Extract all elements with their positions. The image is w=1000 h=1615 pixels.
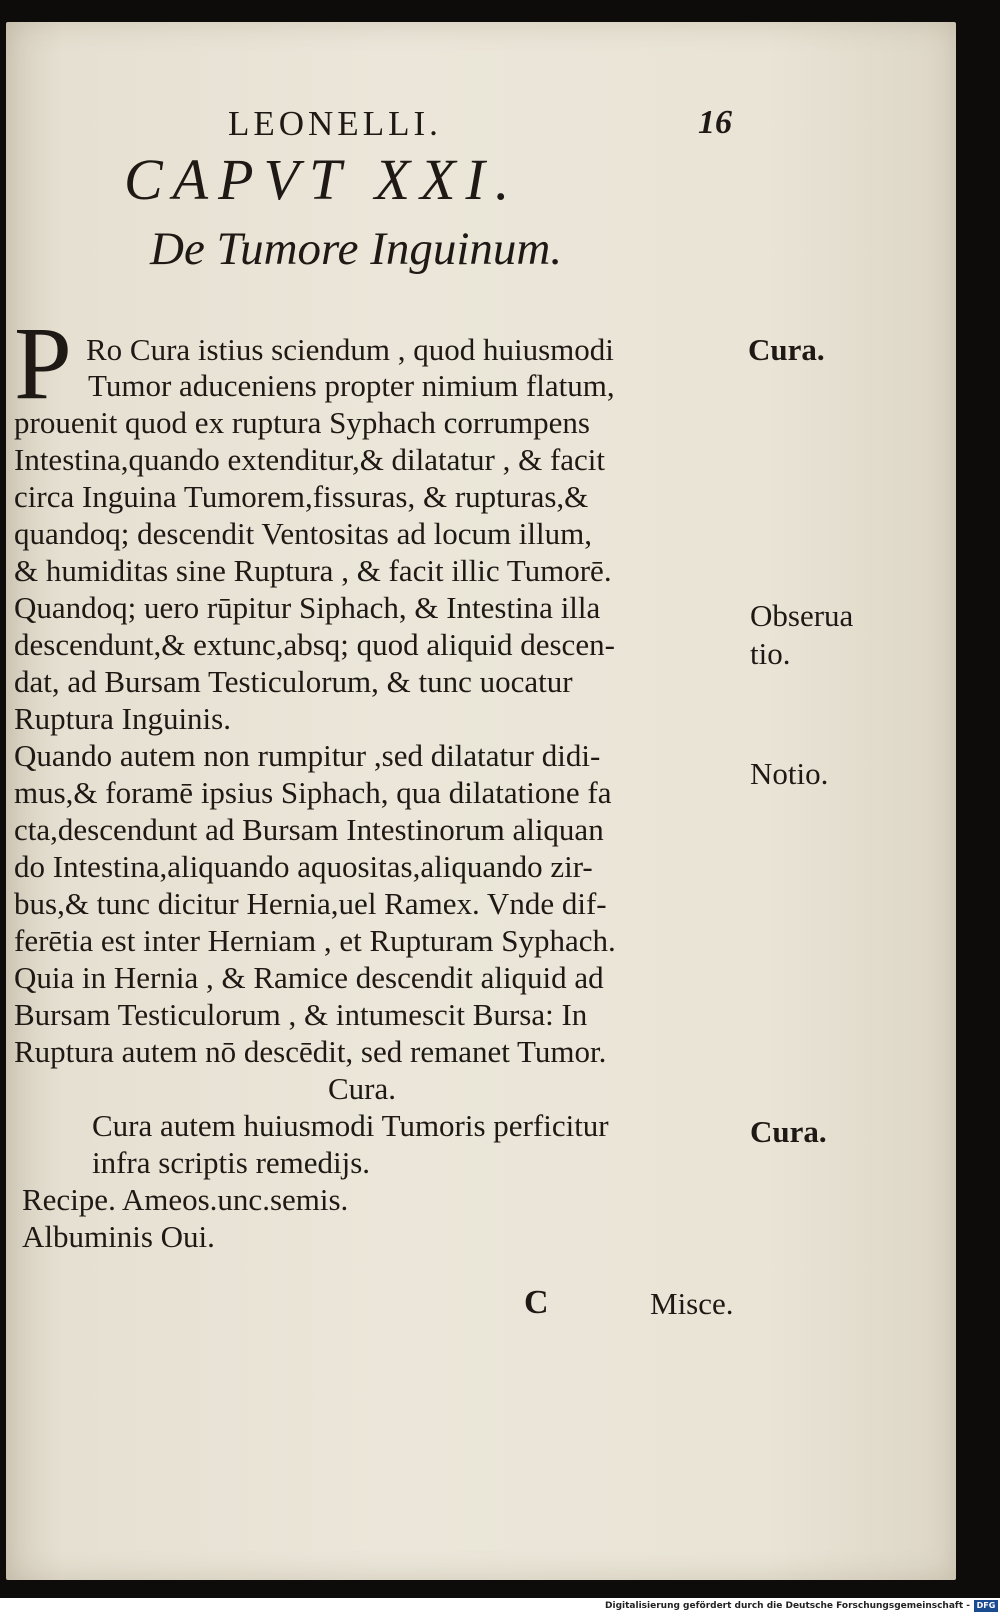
- drop-cap-initial: P: [14, 306, 72, 421]
- dfg-logo: DFG: [974, 1600, 998, 1612]
- margin-note: Notio.: [750, 756, 829, 791]
- chapter-subtitle: De Tumore Inguinum.: [150, 223, 563, 275]
- body-line: bus,& tunc dicitur Hernia,uel Ramex. Vnde dif-: [14, 886, 607, 921]
- body-line: mus,& foramē ipsius Siphach, qua dilatatione fa: [14, 775, 612, 810]
- body-line: & humiditas sine Ruptura , & facit illic Tumorē.: [14, 553, 612, 588]
- body-line: Quandoq; uero rūpitur Siphach, & Intestina illa: [14, 590, 601, 625]
- cure-line: Cura autem huiusmodi Tumoris perficitur: [92, 1108, 609, 1143]
- margin-note: Cura.: [748, 332, 825, 367]
- recipe-line: Albuminis Oui.: [22, 1219, 215, 1254]
- body-line: Ruptura autem nō descēdit, sed remanet Tumor.: [14, 1034, 607, 1069]
- body-line: ferētia est inter Herniam , et Rupturam Syphach.: [14, 923, 616, 958]
- body-line: circa Inguina Tumorem,fissuras, & rupturas,&: [14, 479, 589, 514]
- body-line: Quando autem non rumpitur ,sed dilatatur didi-: [14, 738, 601, 773]
- body-line: dat, ad Bursam Testiculorum, & tunc uocatur: [14, 664, 573, 699]
- margin-note: Cura.: [750, 1114, 827, 1149]
- body-line: cta,descendunt ad Bursam Intestinorum aliquan: [14, 812, 604, 847]
- body-line: prouenit quod ex ruptura Syphach corrumpens: [14, 405, 590, 440]
- page-number: 16: [698, 104, 732, 141]
- margin-note: tio.: [750, 636, 791, 671]
- body-line: Bursam Testiculorum , & intumescit Bursa: In: [14, 997, 588, 1032]
- chapter-title: CAPVT XXI.: [124, 147, 520, 212]
- catchword: Misce.: [650, 1286, 734, 1321]
- body-line: Quia in Hernia , & Ramice descendit aliquid ad: [14, 960, 604, 995]
- signature-mark: C: [524, 1284, 549, 1321]
- body-line: do Intestina,aliquando aquositas,aliquando zir-: [14, 849, 593, 884]
- body-line: Tumor aduceniens propter nimium flatum,: [88, 368, 615, 403]
- body-line: quandoq; descendit Ventositas ad locum illum,: [14, 516, 593, 551]
- section-heading: Cura.: [328, 1071, 397, 1106]
- running-head: LEONELLI.: [228, 104, 442, 143]
- body-line: Ro Cura istius sciendum , quod huiusmodi: [86, 332, 614, 367]
- recipe-line: Recipe. Ameos.unc.semis.: [22, 1182, 349, 1217]
- body-line: descendunt,& extunc,absq; quod aliquid descen-: [14, 627, 615, 662]
- margin-note: Obserua: [750, 598, 854, 633]
- digitization-credit: Digitalisierung gefördert durch die Deutsche Forschungsgemeinschaft -: [605, 1601, 970, 1611]
- body-line: Intestina,quando extenditur,& dilatatur , & facit: [14, 442, 606, 477]
- body-line: Ruptura Inguinis.: [14, 701, 231, 736]
- cure-line: infra scriptis remedijs.: [92, 1145, 371, 1180]
